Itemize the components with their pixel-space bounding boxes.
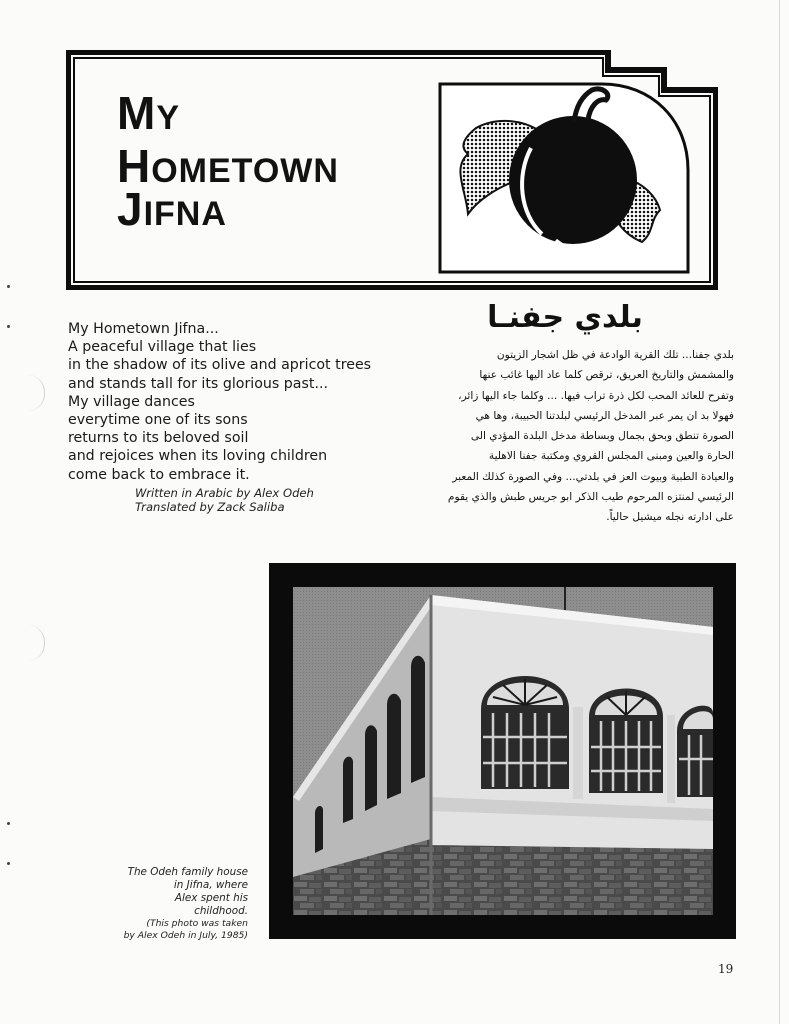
poem-line: My village dances xyxy=(68,393,195,410)
scan-speck xyxy=(7,822,10,825)
title-line-jifna: JIFNA xyxy=(117,183,227,235)
poem-line: and rejoices when its loving children xyxy=(68,448,328,465)
arabic-line: بلدي جفنا... تلك القرية الوادعة في ظل اشجار الزيتون xyxy=(496,349,734,361)
title-line-my: MY xyxy=(117,87,181,139)
caption-line: Alex spent his xyxy=(174,892,248,904)
scan-speck xyxy=(7,862,10,865)
page-edge-line xyxy=(779,0,780,1024)
author-credit: Written in Arabic by Alex Odeh xyxy=(135,486,314,500)
punch-hole-top xyxy=(28,375,45,411)
poem-credits xyxy=(135,486,365,514)
caption-note: by Alex Odeh in July, 1985) xyxy=(123,930,248,941)
arabic-line: فهولا بد ان يمر عبر المدخل الرئيسي لبلدتنا الحبيبة، وها هي xyxy=(475,409,734,422)
arabic-line: والمشمش والتاريخ العريق، ترقص كلما عاد اليها غائب عنها xyxy=(479,369,734,382)
scan-speck xyxy=(7,325,10,328)
poem-line: A peaceful village that lies xyxy=(68,339,257,356)
caption-note: (This photo was taken xyxy=(146,918,248,929)
arabic-paragraph xyxy=(372,345,734,528)
title-line-hometown: HOMETOWN xyxy=(117,140,339,192)
arabic-title: بلدي جفنـا xyxy=(487,300,643,335)
caption-line: The Odeh family house xyxy=(127,866,248,878)
arabic-line: على ادارته نجله ميشيل حالياً. xyxy=(606,511,734,524)
punch-hole-bottom xyxy=(28,625,45,661)
poem-line: in the shadow of its olive and apricot trees xyxy=(68,357,372,374)
photo-caption xyxy=(92,866,248,942)
arabic-line: الحارة والعين ومبنى المجلس القروي ومكتبة جفنا الاهلية xyxy=(488,450,734,463)
arabic-line: الرئيسي لمنتزه المرحوم طيب الذكر ابو جريس طبش والذي يقوم xyxy=(447,491,734,504)
arabic-line: الصورة تنطق وبحق بجمال وبساطة مدخل البلدة المؤدي الى xyxy=(470,430,734,443)
scan-speck xyxy=(7,285,10,288)
photo-frame xyxy=(269,563,736,939)
arched-window xyxy=(677,706,713,797)
arabic-line: وتفرح للعائد المحب لكل ذرة تراب فيها. ... وكلما جاء اليها زائر، xyxy=(458,389,734,402)
page-number: 19 xyxy=(718,962,734,976)
poem-line: come back to embrace it. xyxy=(68,466,250,483)
translator-credit: Translated by Zack Saliba xyxy=(135,500,285,514)
arched-window xyxy=(589,689,663,794)
caption-line: in Jifna, where xyxy=(173,879,248,891)
english-poem xyxy=(68,320,372,484)
house-photo xyxy=(293,587,713,915)
poem-line: returns to its beloved soil xyxy=(68,430,249,447)
arabic-line: والعيادة الطبية وبيوت العز في بلدتي... وفي الصورة كذلك المعبر xyxy=(452,470,734,483)
poem-line: and stands tall for its glorious past... xyxy=(68,375,328,392)
caption-line: childhood. xyxy=(194,905,248,917)
arched-window xyxy=(481,676,569,789)
poem-line: everytime one of its sons xyxy=(68,412,248,429)
poem-line: My Hometown Jifna... xyxy=(68,321,219,337)
